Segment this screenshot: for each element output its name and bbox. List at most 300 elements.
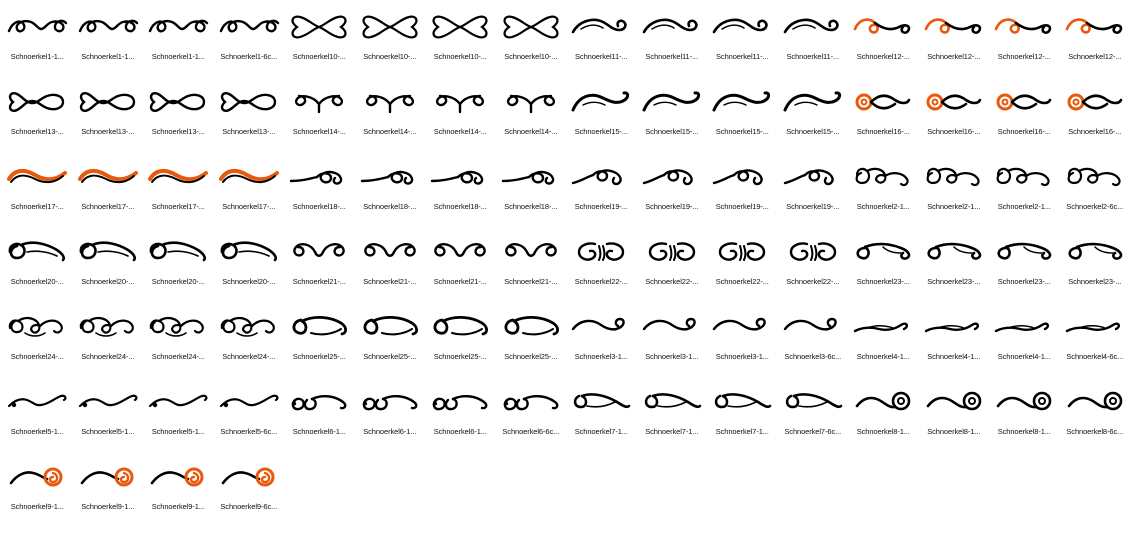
glyph-item[interactable] (355, 304, 426, 379)
ornament-icon (426, 4, 494, 50)
ornament-icon (74, 154, 142, 200)
ornament-icon (74, 379, 142, 425)
glyph-item[interactable] (778, 304, 849, 379)
glyph-label: Schnoerkel2-6c... (1066, 202, 1124, 211)
glyph-label: Schnoerkel17-... (10, 202, 64, 211)
glyph-item[interactable] (848, 304, 919, 379)
glyph-label: Schnoerkel9-1... (151, 502, 205, 511)
glyph-label: Schnoerkel23-... (1068, 277, 1122, 286)
glyph-item[interactable] (2, 454, 73, 529)
glyph-label: Schnoerkel6-1... (363, 427, 417, 436)
glyph-label: Schnoerkel21-... (363, 277, 417, 286)
glyph-label: Schnoerkel15-... (645, 127, 699, 136)
glyph-label: Schnoerkel14-... (292, 127, 346, 136)
glyph-label: Schnoerkel22-... (786, 277, 840, 286)
glyph-label: Schnoerkel13-... (151, 127, 205, 136)
ornament-icon (144, 79, 212, 125)
glyph-item[interactable] (989, 304, 1060, 379)
ornament-icon (1061, 229, 1129, 275)
ornament-icon (990, 379, 1058, 425)
glyph-label: Schnoerkel23-... (997, 277, 1051, 286)
ornament-icon (1061, 304, 1129, 350)
glyph-item[interactable] (919, 304, 990, 379)
glyph-item[interactable] (778, 79, 849, 154)
ornament-icon (567, 379, 635, 425)
ornament-icon (779, 379, 847, 425)
glyph-item[interactable] (778, 379, 849, 454)
glyph-label: Schnoerkel8-6c... (1066, 427, 1124, 436)
ornament-icon (708, 379, 776, 425)
glyph-label: Schnoerkel25-... (504, 352, 558, 361)
glyph-label: Schnoerkel18-... (292, 202, 346, 211)
ornament-icon (356, 379, 424, 425)
ornament-icon (990, 79, 1058, 125)
ornament-icon (708, 79, 776, 125)
glyph-label: Schnoerkel25-... (363, 352, 417, 361)
ornament-icon (497, 79, 565, 125)
ornament-icon (215, 4, 283, 50)
glyph-item[interactable] (73, 454, 144, 529)
ornament-icon (849, 79, 917, 125)
glyph-item[interactable] (425, 4, 496, 79)
glyph-label: Schnoerkel8-1... (927, 427, 981, 436)
glyph-label: Schnoerkel14-... (433, 127, 487, 136)
glyph-label: Schnoerkel5-6c... (220, 427, 278, 436)
ornament-icon (215, 229, 283, 275)
glyph-item[interactable] (284, 229, 355, 304)
glyph-item[interactable] (1060, 154, 1130, 229)
ornament-icon (920, 154, 988, 200)
glyph-item[interactable] (496, 304, 567, 379)
glyph-item[interactable] (284, 379, 355, 454)
glyph-label: Schnoerkel21-... (433, 277, 487, 286)
glyph-label: Schnoerkel2-1... (856, 202, 910, 211)
glyph-label: Schnoerkel23-... (856, 277, 910, 286)
glyph-item[interactable] (73, 229, 144, 304)
glyph-item[interactable] (2, 4, 73, 79)
glyph-item[interactable] (637, 379, 708, 454)
glyph-label: Schnoerkel10-... (504, 52, 558, 61)
glyph-label: Schnoerkel20-... (10, 277, 64, 286)
ornament-icon (144, 229, 212, 275)
ornament-icon (990, 154, 1058, 200)
glyph-label: Schnoerkel19-... (786, 202, 840, 211)
glyph-item[interactable] (1060, 304, 1130, 379)
glyph-label: Schnoerkel9-1... (10, 502, 64, 511)
glyph-item[interactable] (707, 4, 778, 79)
glyph-item[interactable] (355, 379, 426, 454)
ornament-icon (3, 4, 71, 50)
glyph-item[interactable] (637, 229, 708, 304)
ornament-icon (144, 4, 212, 50)
ornament-icon (426, 379, 494, 425)
ornament-icon (1061, 154, 1129, 200)
ornament-icon (285, 229, 353, 275)
ornament-icon (285, 79, 353, 125)
glyph-label: Schnoerkel9-1... (81, 502, 135, 511)
ornament-icon (708, 154, 776, 200)
ornament-icon (3, 454, 71, 500)
glyph-item[interactable] (637, 79, 708, 154)
ornament-icon (849, 4, 917, 50)
glyph-label: Schnoerkel6-1... (292, 427, 346, 436)
glyph-label: Schnoerkel14-... (504, 127, 558, 136)
glyph-label: Schnoerkel1-1... (10, 52, 64, 61)
glyph-item[interactable] (707, 304, 778, 379)
glyph-label: Schnoerkel17-... (222, 202, 276, 211)
ornament-icon (426, 304, 494, 350)
ornament-icon (849, 229, 917, 275)
glyph-item[interactable] (848, 229, 919, 304)
glyph-item[interactable] (496, 229, 567, 304)
glyph-label: Schnoerkel16-... (856, 127, 910, 136)
glyph-label: Schnoerkel4-6c... (1066, 352, 1124, 361)
ornament-icon (3, 79, 71, 125)
glyph-label: Schnoerkel14-... (363, 127, 417, 136)
glyph-label: Schnoerkel11-... (716, 52, 769, 61)
ornament-icon (74, 4, 142, 50)
ornament-icon (356, 4, 424, 50)
ornament-icon (144, 379, 212, 425)
ornament-icon (497, 229, 565, 275)
glyph-label: Schnoerkel15-... (786, 127, 840, 136)
glyph-label: Schnoerkel18-... (433, 202, 487, 211)
ornament-icon (920, 229, 988, 275)
glyph-item[interactable] (214, 304, 285, 379)
glyph-label: Schnoerkel12-... (927, 52, 981, 61)
ornament-icon (356, 304, 424, 350)
glyph-label: Schnoerkel19-... (574, 202, 628, 211)
ornament-icon (567, 4, 635, 50)
ornament-icon (356, 229, 424, 275)
glyph-item[interactable] (778, 154, 849, 229)
glyph-label: Schnoerkel12-... (856, 52, 910, 61)
ornament-icon (144, 304, 212, 350)
ornament-icon (638, 304, 706, 350)
glyph-item[interactable] (707, 379, 778, 454)
glyph-item[interactable] (496, 379, 567, 454)
ornament-icon (638, 379, 706, 425)
ornament-icon (497, 304, 565, 350)
glyph-item[interactable] (919, 4, 990, 79)
glyph-label: Schnoerkel22-... (574, 277, 628, 286)
glyph-item[interactable] (1060, 4, 1130, 79)
glyph-item[interactable] (214, 4, 285, 79)
glyph-item[interactable] (425, 79, 496, 154)
ornament-icon (849, 154, 917, 200)
glyph-label: Schnoerkel20-... (81, 277, 135, 286)
ornament-icon (497, 379, 565, 425)
glyph-label: Schnoerkel17-... (151, 202, 205, 211)
glyph-item[interactable] (214, 229, 285, 304)
ornament-icon (1061, 4, 1129, 50)
ornament-icon (1061, 379, 1129, 425)
glyph-item[interactable] (73, 4, 144, 79)
ornament-icon (920, 304, 988, 350)
glyph-label: Schnoerkel1-6c... (220, 52, 278, 61)
glyph-item[interactable] (355, 79, 426, 154)
glyph-item[interactable] (989, 379, 1060, 454)
ornament-icon (215, 79, 283, 125)
glyph-item[interactable] (707, 154, 778, 229)
glyph-label: Schnoerkel2-1... (997, 202, 1051, 211)
glyph-item[interactable] (566, 79, 637, 154)
glyph-label: Schnoerkel22-... (645, 277, 699, 286)
ornament-icon (74, 229, 142, 275)
glyph-item[interactable] (707, 229, 778, 304)
glyph-item[interactable] (284, 304, 355, 379)
glyph-label: Schnoerkel5-1... (151, 427, 205, 436)
ornament-icon (990, 4, 1058, 50)
ornament-icon (3, 379, 71, 425)
glyph-item[interactable] (73, 154, 144, 229)
glyph-item[interactable] (143, 4, 214, 79)
glyph-item[interactable] (425, 154, 496, 229)
glyph-item[interactable] (989, 229, 1060, 304)
glyph-item[interactable] (214, 154, 285, 229)
glyph-item[interactable] (496, 4, 567, 79)
ornament-icon (638, 229, 706, 275)
ornament-icon (779, 304, 847, 350)
glyph-label: Schnoerkel3-1... (715, 352, 769, 361)
ornament-icon (285, 379, 353, 425)
ornament-icon (990, 229, 1058, 275)
glyph-label: Schnoerkel4-1... (997, 352, 1051, 361)
glyph-item[interactable] (143, 79, 214, 154)
glyph-item[interactable] (637, 304, 708, 379)
glyph-label: Schnoerkel3-1... (574, 352, 628, 361)
ornament-icon (215, 304, 283, 350)
ornament-icon (779, 79, 847, 125)
ornament-icon (638, 154, 706, 200)
glyph-label: Schnoerkel10-... (292, 52, 346, 61)
ornament-icon (920, 79, 988, 125)
glyph-label: Schnoerkel12-... (1068, 52, 1122, 61)
glyph-item[interactable] (143, 379, 214, 454)
glyph-label: Schnoerkel7-1... (715, 427, 769, 436)
glyph-item[interactable] (637, 154, 708, 229)
ornament-icon (920, 379, 988, 425)
ornament-icon (426, 229, 494, 275)
glyph-label: Schnoerkel5-1... (81, 427, 135, 436)
glyph-item[interactable] (919, 79, 990, 154)
glyph-label: Schnoerkel9-6c... (220, 502, 278, 511)
glyph-item[interactable] (284, 79, 355, 154)
glyph-item[interactable] (778, 4, 849, 79)
glyph-label: Schnoerkel17-... (81, 202, 135, 211)
glyph-item[interactable] (848, 154, 919, 229)
glyph-label: Schnoerkel11-... (575, 52, 628, 61)
ornament-icon (285, 154, 353, 200)
glyph-item[interactable] (1060, 79, 1130, 154)
glyph-item[interactable] (707, 79, 778, 154)
glyph-item[interactable] (214, 79, 285, 154)
glyph-item[interactable] (355, 4, 426, 79)
glyph-label: Schnoerkel19-... (715, 202, 769, 211)
ornament-icon (144, 154, 212, 200)
glyph-item[interactable] (143, 454, 214, 529)
glyph-item[interactable] (496, 154, 567, 229)
ornament-icon (285, 304, 353, 350)
ornament-icon (990, 304, 1058, 350)
ornament-icon (426, 154, 494, 200)
glyph-item[interactable] (73, 79, 144, 154)
glyph-label: Schnoerkel6-6c... (502, 427, 560, 436)
glyph-label: Schnoerkel15-... (715, 127, 769, 136)
glyph-label: Schnoerkel24-... (10, 352, 64, 361)
glyph-label: Schnoerkel4-1... (927, 352, 981, 361)
ornament-icon (779, 154, 847, 200)
glyph-item[interactable] (989, 4, 1060, 79)
ornament-icon (356, 154, 424, 200)
glyph-item[interactable] (214, 379, 285, 454)
glyph-label: Schnoerkel25-... (292, 352, 346, 361)
glyph-item[interactable] (496, 79, 567, 154)
glyph-item[interactable] (214, 454, 285, 529)
glyph-item[interactable] (848, 379, 919, 454)
glyph-item[interactable] (284, 4, 355, 79)
glyph-label: Schnoerkel10-... (433, 52, 487, 61)
glyph-item[interactable] (2, 229, 73, 304)
glyph-item[interactable] (566, 154, 637, 229)
glyph-item[interactable] (989, 154, 1060, 229)
glyph-label: Schnoerkel25-... (433, 352, 487, 361)
ornament-icon (356, 79, 424, 125)
glyph-item[interactable] (73, 379, 144, 454)
glyph-label: Schnoerkel12-... (997, 52, 1051, 61)
glyph-item[interactable] (637, 4, 708, 79)
glyph-label: Schnoerkel18-... (504, 202, 558, 211)
ornament-icon (920, 4, 988, 50)
ornament-icon (779, 4, 847, 50)
glyph-label: Schnoerkel20-... (151, 277, 205, 286)
glyph-label: Schnoerkel3-1... (645, 352, 699, 361)
glyph-label: Schnoerkel19-... (645, 202, 699, 211)
glyph-label: Schnoerkel11-... (786, 52, 839, 61)
glyph-label: Schnoerkel10-... (363, 52, 417, 61)
glyph-label: Schnoerkel18-... (363, 202, 417, 211)
ornament-icon (74, 79, 142, 125)
glyph-label: Schnoerkel13-... (81, 127, 135, 136)
glyph-label: Schnoerkel3-6c... (784, 352, 842, 361)
glyph-label: Schnoerkel8-1... (856, 427, 910, 436)
glyph-item[interactable] (2, 79, 73, 154)
ornament-icon (779, 229, 847, 275)
glyph-item[interactable] (566, 4, 637, 79)
ornament-icon (567, 79, 635, 125)
glyph-label: Schnoerkel23-... (927, 277, 981, 286)
ornament-icon (638, 4, 706, 50)
glyph-item[interactable] (143, 229, 214, 304)
glyph-label: Schnoerkel7-6c... (784, 427, 842, 436)
glyph-item[interactable] (2, 304, 73, 379)
glyph-item[interactable] (143, 154, 214, 229)
glyph-label: Schnoerkel24-... (222, 352, 276, 361)
glyph-label: Schnoerkel13-... (10, 127, 64, 136)
glyph-item[interactable] (425, 304, 496, 379)
glyph-label: Schnoerkel2-1... (927, 202, 981, 211)
ornament-icon (849, 379, 917, 425)
glyph-item[interactable] (143, 304, 214, 379)
glyph-label: Schnoerkel1-1... (81, 52, 135, 61)
glyph-label: Schnoerkel24-... (81, 352, 135, 361)
ornament-icon (215, 154, 283, 200)
ornament-icon (849, 304, 917, 350)
glyph-label: Schnoerkel1-1... (151, 52, 205, 61)
ornament-icon (567, 154, 635, 200)
ornament-icon (567, 304, 635, 350)
ornament-icon (215, 454, 283, 500)
glyph-item[interactable] (566, 379, 637, 454)
ornament-icon (497, 4, 565, 50)
glyph-item[interactable] (425, 379, 496, 454)
ornament-icon (74, 304, 142, 350)
glyph-item[interactable] (566, 304, 637, 379)
glyph-item[interactable] (848, 79, 919, 154)
glyph-item[interactable] (989, 79, 1060, 154)
glyph-item[interactable] (848, 4, 919, 79)
glyph-item[interactable] (1060, 379, 1130, 454)
glyph-label: Schnoerkel5-1... (10, 427, 64, 436)
ornament-icon (638, 79, 706, 125)
glyph-item[interactable] (425, 229, 496, 304)
glyph-label: Schnoerkel21-... (504, 277, 558, 286)
glyph-item[interactable] (778, 229, 849, 304)
glyph-item[interactable] (1060, 229, 1130, 304)
ornament-icon (3, 229, 71, 275)
glyph-label: Schnoerkel7-1... (645, 427, 699, 436)
glyph-label: Schnoerkel8-1... (997, 427, 1051, 436)
glyph-label: Schnoerkel6-1... (433, 427, 487, 436)
glyph-label: Schnoerkel16-... (997, 127, 1051, 136)
glyph-item[interactable] (355, 229, 426, 304)
glyph-label: Schnoerkel7-1... (574, 427, 628, 436)
ornament-icon (1061, 79, 1129, 125)
glyph-item[interactable] (355, 154, 426, 229)
ornament-icon (285, 4, 353, 50)
ornament-icon (567, 229, 635, 275)
glyph-item[interactable] (2, 379, 73, 454)
glyph-label: Schnoerkel13-... (222, 127, 276, 136)
ornament-icon (708, 229, 776, 275)
glyph-label: Schnoerkel21-... (292, 277, 346, 286)
glyph-item[interactable] (284, 154, 355, 229)
glyph-item[interactable] (73, 304, 144, 379)
glyph-item[interactable] (566, 229, 637, 304)
glyph-label: Schnoerkel15-... (574, 127, 628, 136)
ornament-icon (497, 154, 565, 200)
ornament-icon (74, 454, 142, 500)
glyph-item[interactable] (2, 154, 73, 229)
ornament-icon (215, 379, 283, 425)
glyph-label: Schnoerkel20-... (222, 277, 276, 286)
ornament-icon (3, 304, 71, 350)
glyph-label: Schnoerkel11-... (645, 52, 698, 61)
glyph-label: Schnoerkel4-1... (856, 352, 910, 361)
glyph-item[interactable] (919, 379, 990, 454)
glyph-item[interactable] (919, 154, 990, 229)
glyph-label: Schnoerkel24-... (151, 352, 205, 361)
ornament-icon (708, 4, 776, 50)
glyph-item[interactable] (919, 229, 990, 304)
glyph-label: Schnoerkel16-... (927, 127, 981, 136)
ornament-icon (144, 454, 212, 500)
ornament-icon (426, 79, 494, 125)
glyph-label: Schnoerkel16-... (1068, 127, 1122, 136)
glyph-label: Schnoerkel22-... (715, 277, 769, 286)
ornament-icon (3, 154, 71, 200)
ornament-icon (708, 304, 776, 350)
